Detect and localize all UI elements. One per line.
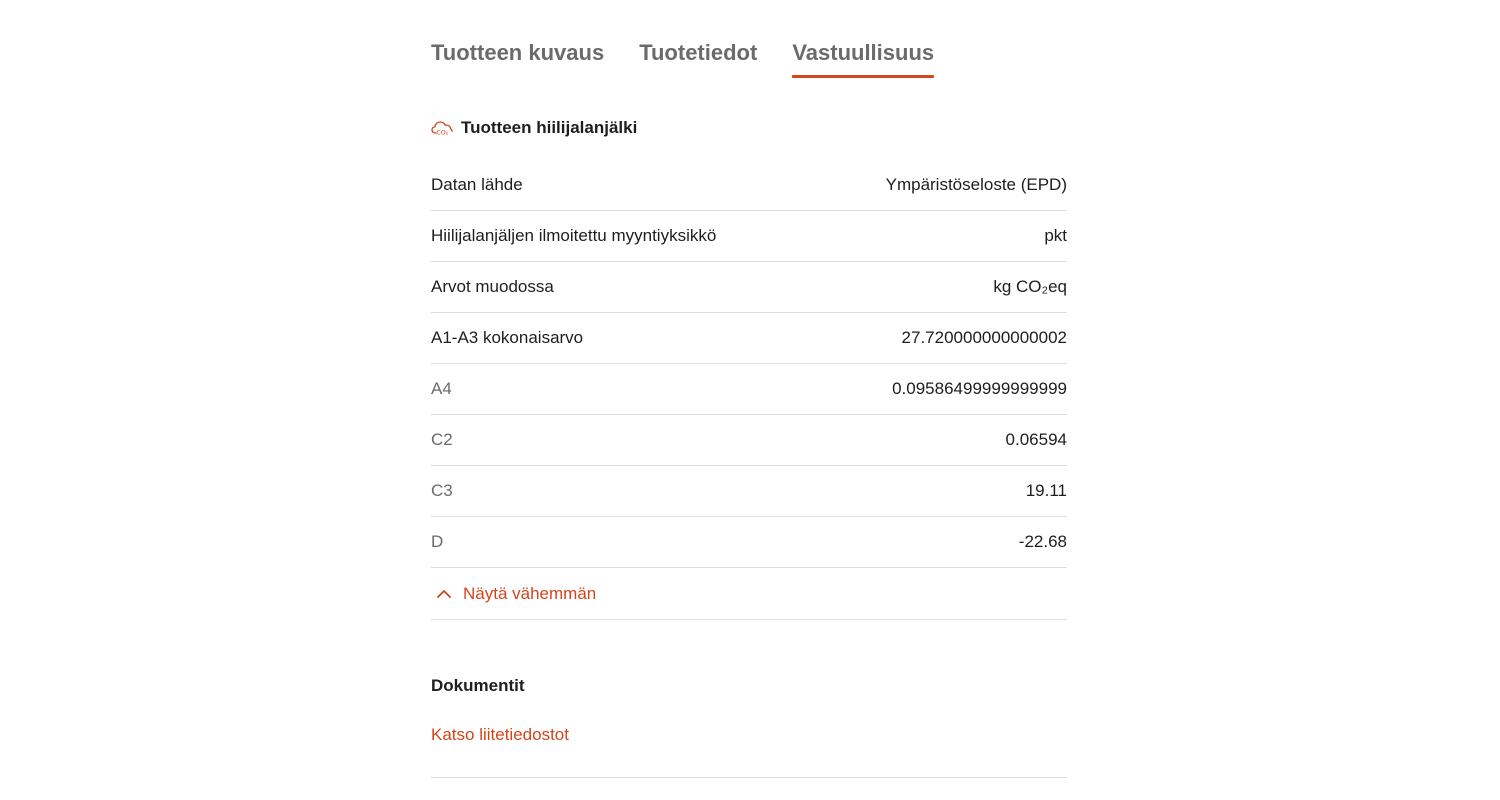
- row-key: Datan lähde: [431, 175, 523, 194]
- row-value: 0.09586499999999999: [892, 379, 1067, 398]
- table-row: [431, 211, 1067, 262]
- table-row: [431, 364, 1067, 415]
- row-key: D: [431, 532, 444, 551]
- carbon-footprint-title: Tuotteen hiilijalanjälki: [461, 118, 638, 137]
- tab-bar: [431, 0, 1067, 80]
- chevron-up-icon: [436, 589, 452, 599]
- svg-text:CO₂: CO₂: [436, 129, 449, 137]
- co2-cloud-icon: [431, 119, 453, 137]
- row-key: Arvot muodossa: [431, 277, 554, 296]
- row-value: 27.720000000000002: [901, 328, 1067, 347]
- row-value: 0.06594: [1005, 430, 1067, 449]
- row-key: C2: [431, 430, 453, 449]
- product-info-panel: [431, 0, 1067, 778]
- show-less-label: Näytä vähemmän: [463, 583, 597, 603]
- table-row: [431, 415, 1067, 466]
- table-row: [431, 466, 1067, 517]
- table-row: [431, 262, 1067, 313]
- carbon-footprint-table: [431, 160, 1067, 620]
- show-less-button[interactable]: [431, 568, 1067, 620]
- documents-divider: [431, 777, 1067, 778]
- row-value: -22.68: [1018, 532, 1067, 551]
- row-value: kg CO₂eq: [993, 277, 1067, 296]
- tab-product-description[interactable]: Tuotteen kuvaus: [431, 40, 605, 65]
- table-row: [431, 313, 1067, 364]
- row-key: A1-A3 kokonaisarvo: [431, 328, 584, 347]
- table-row: [431, 160, 1067, 211]
- row-key: A4: [431, 379, 452, 398]
- row-value: Ympäristöseloste (EPD): [885, 175, 1067, 194]
- row-key: Hiilijalanjäljen ilmoitettu myyntiyksikkö: [431, 226, 717, 245]
- view-attachments-link[interactable]: Katso liitetiedostot: [431, 725, 569, 744]
- row-value: 19.11: [1025, 481, 1067, 500]
- carbon-footprint-heading: [431, 116, 1067, 140]
- row-key: C3: [431, 481, 453, 500]
- tab-product-details[interactable]: Tuotetiedot: [639, 40, 758, 65]
- table-row: [431, 517, 1067, 568]
- tab-sustainability[interactable]: Vastuullisuus: [792, 0, 934, 78]
- documents-heading: Dokumentit: [431, 676, 525, 695]
- row-value: pkt: [1044, 226, 1067, 245]
